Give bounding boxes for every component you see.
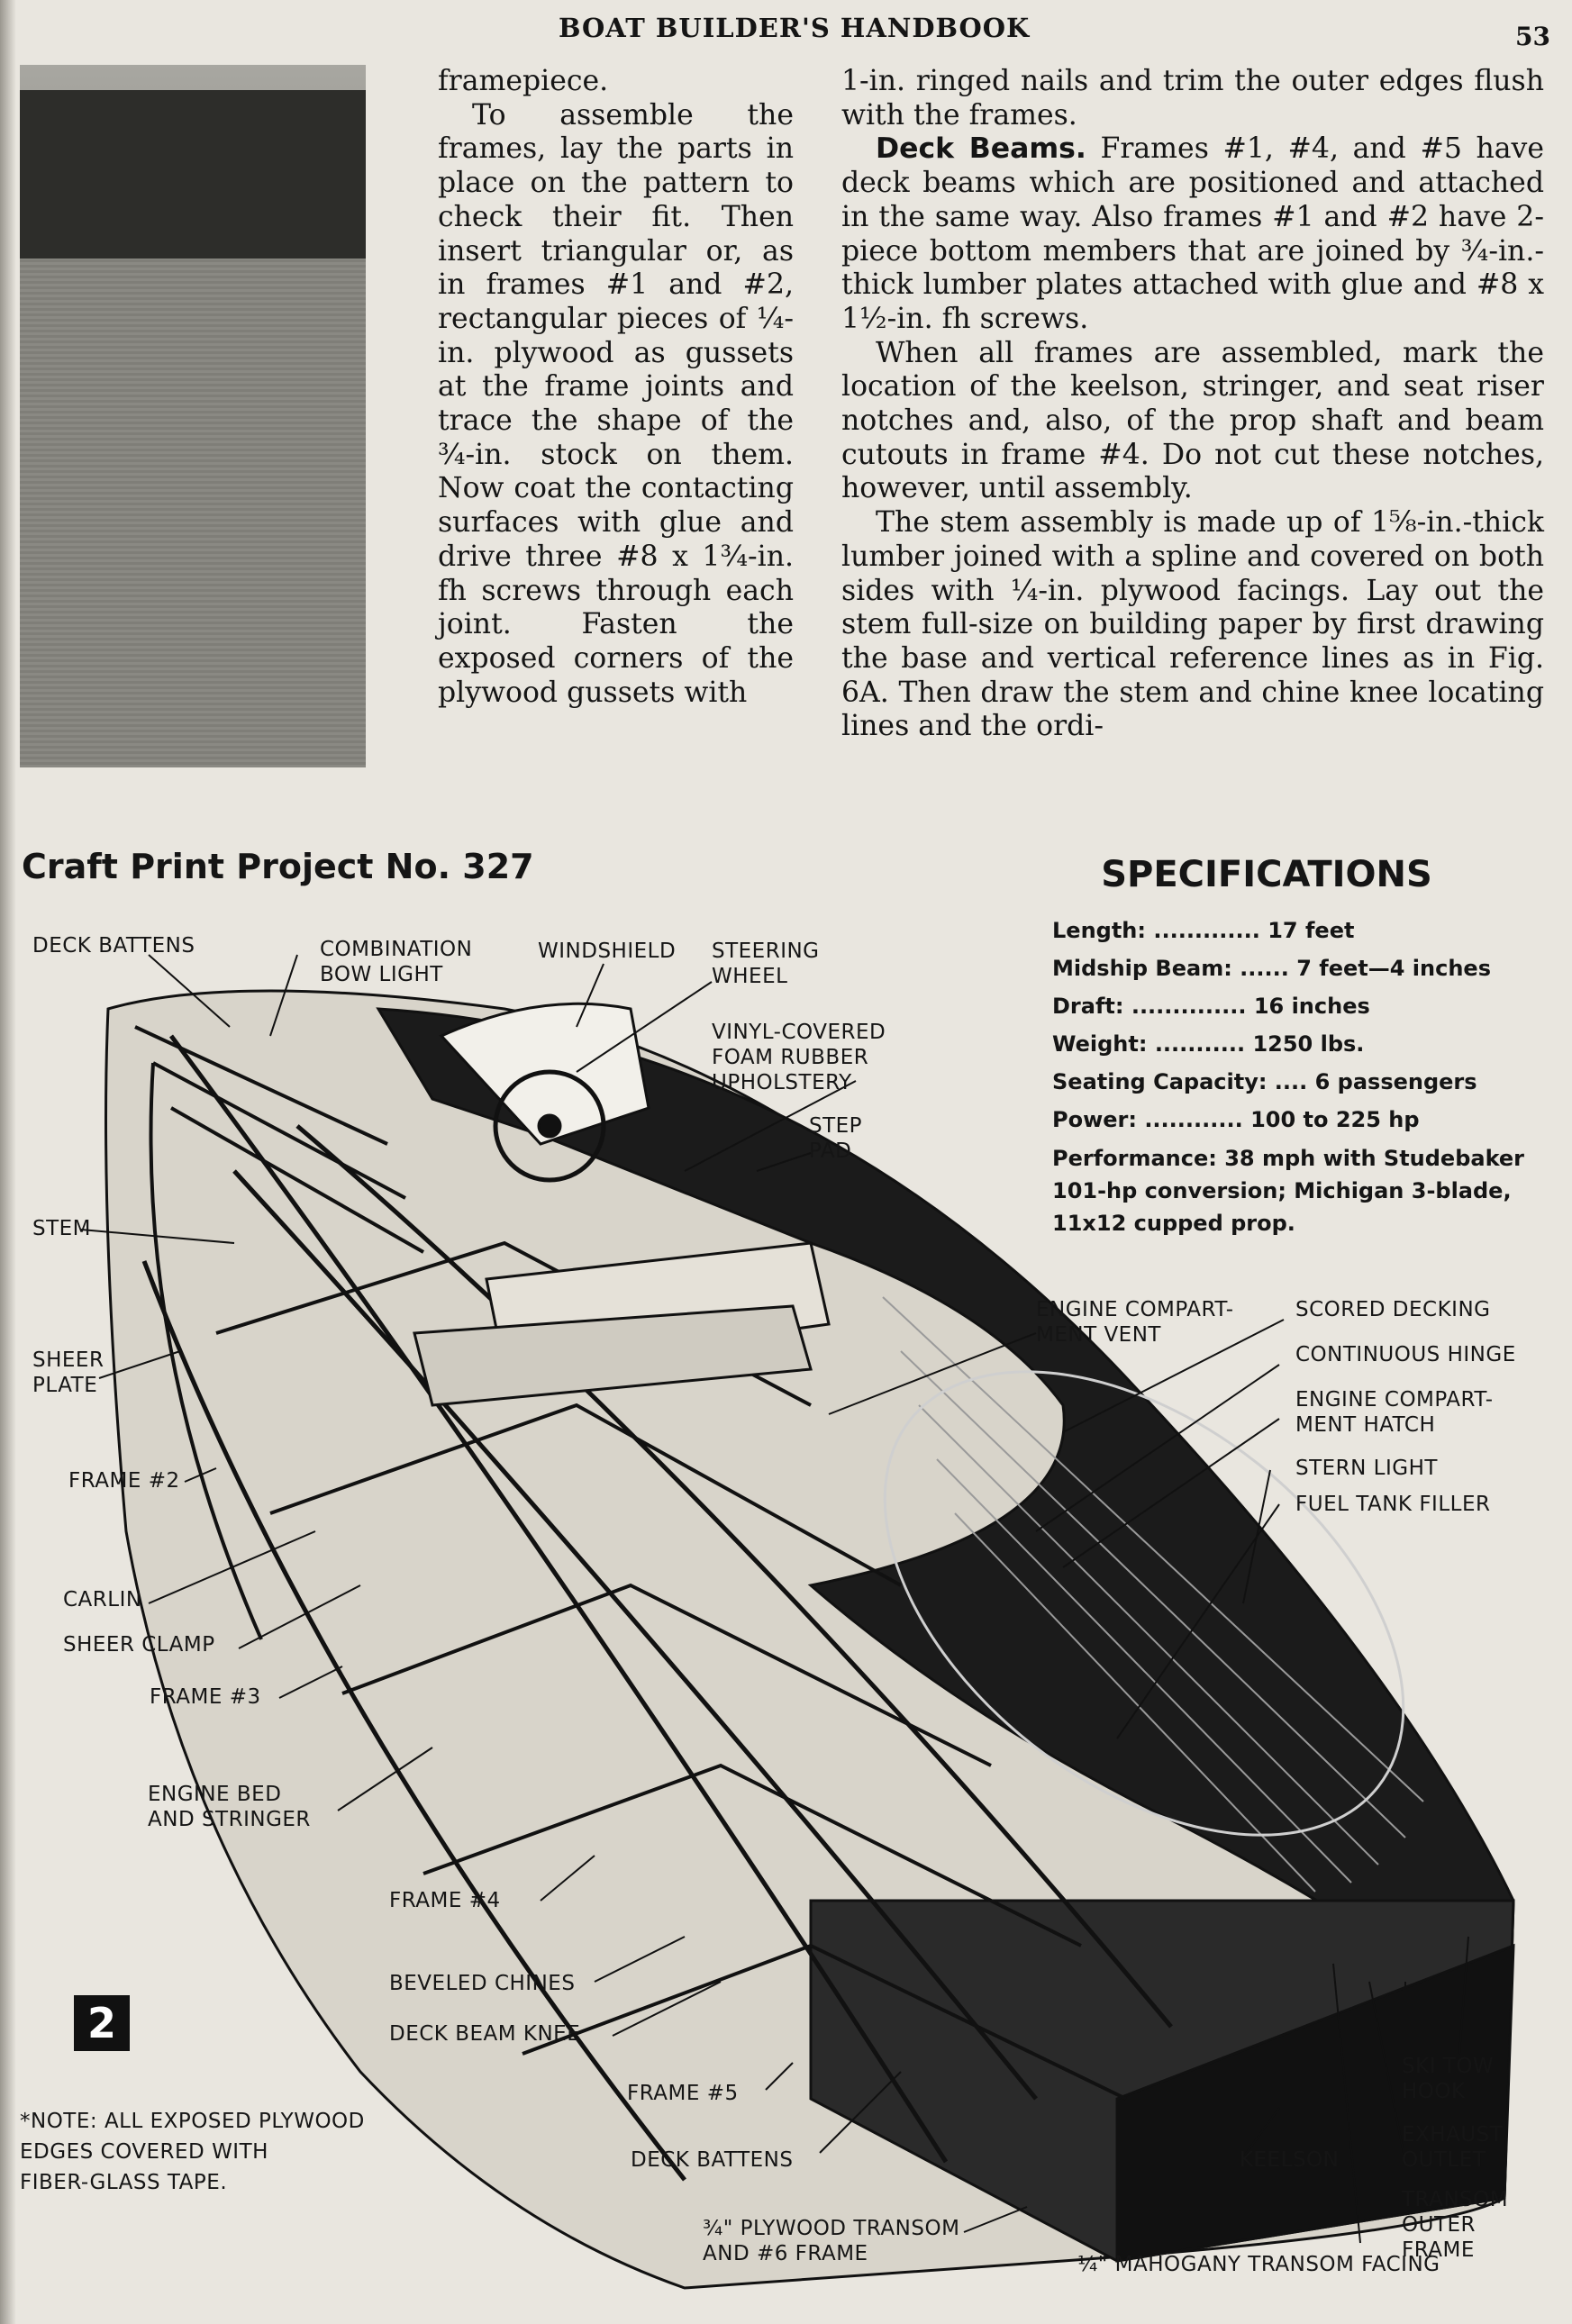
- label-windshield: WINDSHIELD: [538, 940, 677, 963]
- spec-length: Length: ............. 17 feet: [1052, 918, 1355, 943]
- label-deck-battens-bottom: DECK BATTENS: [631, 2148, 794, 2172]
- spec-midship-beam: Midship Beam: ...... 7 feet—4 inches: [1052, 956, 1491, 981]
- paragraph-deck-beams: [841, 132, 1544, 336]
- label-deck-beam-knee: DECK BEAM KNEE: [389, 2022, 581, 2046]
- figure-number: 2: [74, 1995, 130, 2051]
- spec-performance: Performance: 38 mph with Studebaker 101-hp conversion; Michigan 3-blade, 11x12 cupped prop.: [1052, 1146, 1525, 1236]
- page-number: 53: [1515, 22, 1550, 51]
- label-frame-2: FRAME #2: [68, 1469, 180, 1493]
- paragraph-text: Frames #1, #4, and #5 have deck beams which are positioned and attached in the same way. Also frames #1 and #2 have 2-piece bottom members that are joined by ¾-in.-thick lumber plates attached with glue and #8 x 1½-in. fh screws.: [841, 132, 1544, 335]
- paragraph: The stem assembly is made up of 1⅝-in.-thick lumber joined with a spline and covered on both sides with ¼-in. plywood facings. Lay out the stem full-size on building paper by first drawing the base and vertical reference lines as in Fig. 6A. Then draw the stem and chine knee locating lines and the ordi-: [841, 506, 1544, 743]
- label-steering-wheel: STEERING WHEEL: [712, 940, 820, 988]
- page-header: [0, 0, 1572, 63]
- label-frame-4: FRAME #4: [389, 1889, 501, 1912]
- label-upholstery: VINYL-COVERED FOAM RUBBER UPHOLSTERY: [712, 1021, 886, 1094]
- plywood-note: *NOTE: ALL EXPOSED PLYWOOD EDGES COVERED WITH FIBER-GLASS TAPE.: [20, 2110, 365, 2194]
- text-column-right: [841, 65, 1544, 744]
- label-beveled-chines: BEVELED CHINES: [389, 1972, 576, 1995]
- running-title: BOAT BUILDER'S HANDBOOK: [559, 13, 1031, 43]
- label-sheer-clamp: SHEER CLAMP: [63, 1633, 215, 1657]
- label-deck-battens-top: DECK BATTENS: [32, 934, 195, 958]
- label-mahogany-transom-facing: ¼" MAHOGANY TRANSOM FACING: [1077, 2253, 1440, 2276]
- photo-water: [20, 259, 366, 767]
- lake-photo: [20, 65, 366, 767]
- label-frame-5: FRAME #5: [627, 2082, 739, 2105]
- label-frame-3: FRAME #3: [150, 1685, 261, 1709]
- spec-weight: Weight: ........... 1250 lbs.: [1052, 1031, 1365, 1057]
- text-column-left: [438, 65, 794, 710]
- boat-cutaway-diagram: [0, 901, 1572, 2306]
- deck-beams-heading: Deck Beams.: [876, 132, 1086, 166]
- label-carlin: CARLIN: [63, 1588, 142, 1611]
- label-engine-compartment-vent: ENGINE COMPART- MENT VENT: [1036, 1298, 1234, 1347]
- label-plywood-transom: ¾" PLYWOOD TRANSOM AND #6 FRAME: [703, 2217, 960, 2265]
- label-combination-bow-light: COMBINATION BOW LIGHT: [320, 938, 473, 986]
- label-engine-bed-stringer: ENGINE BED AND STRINGER: [148, 1783, 311, 1831]
- project-title: Craft Print Project No. 327: [22, 847, 534, 886]
- label-sheer-plate: SHEER PLATE: [32, 1348, 104, 1397]
- label-fuel-tank-filler: FUEL TANK FILLER: [1295, 1493, 1491, 1516]
- label-ski-tow-hook: SKI TOW HOOK: [1402, 2055, 1495, 2103]
- label-stern-light: STERN LIGHT: [1295, 1457, 1438, 1480]
- spec-power: Power: ............ 100 to 225 hp: [1052, 1107, 1420, 1132]
- paragraph: framepiece.: [438, 65, 609, 97]
- spec-draft: Draft: .............. 16 inches: [1052, 994, 1370, 1019]
- label-step-pad: STEP PAD: [809, 1114, 863, 1163]
- photo-treeline: [20, 110, 366, 259]
- label-transom-outer-frame: TRANSOM OUTER FRAME: [1402, 2188, 1509, 2262]
- label-stem: STEM: [32, 1217, 92, 1240]
- paragraph: 1-in. ringed nails and trim the outer edges flush with the frames.: [841, 65, 1544, 132]
- spec-seating: Seating Capacity: .... 6 passengers: [1052, 1069, 1477, 1094]
- label-keelson: KEELSON: [1240, 2148, 1340, 2172]
- label-scored-decking: SCORED DECKING: [1295, 1298, 1491, 1321]
- paragraph: When all frames are assembled, mark the location of the keelson, stringer, and seat riser notches and, also, of the prop shaft and beam cutouts in frame #4. Do not cut these notches, however, until assembly.: [841, 336, 1544, 505]
- label-continuous-hinge: CONTINUOUS HINGE: [1295, 1343, 1516, 1366]
- specifications-heading: SPECIFICATIONS: [1101, 854, 1432, 895]
- paragraph: To assemble the frames, lay the parts in place on the pattern to check their fit. Then insert triangular or, as in frames #1 and #2, rectangular pieces of ¼-in. plywood as gussets at the frame joints and trace the shape of the ¾-in. stock on them. Now coat the contacting surfaces with glue and drive three #8 x 1¾-in. fh screws through each joint. Fasten the exposed corners of the plywood gussets with: [438, 98, 794, 709]
- label-engine-compartment-hatch: ENGINE COMPART- MENT HATCH: [1295, 1388, 1494, 1437]
- label-exhaust-outlet: EXHAUST OUTLET: [1402, 2123, 1504, 2172]
